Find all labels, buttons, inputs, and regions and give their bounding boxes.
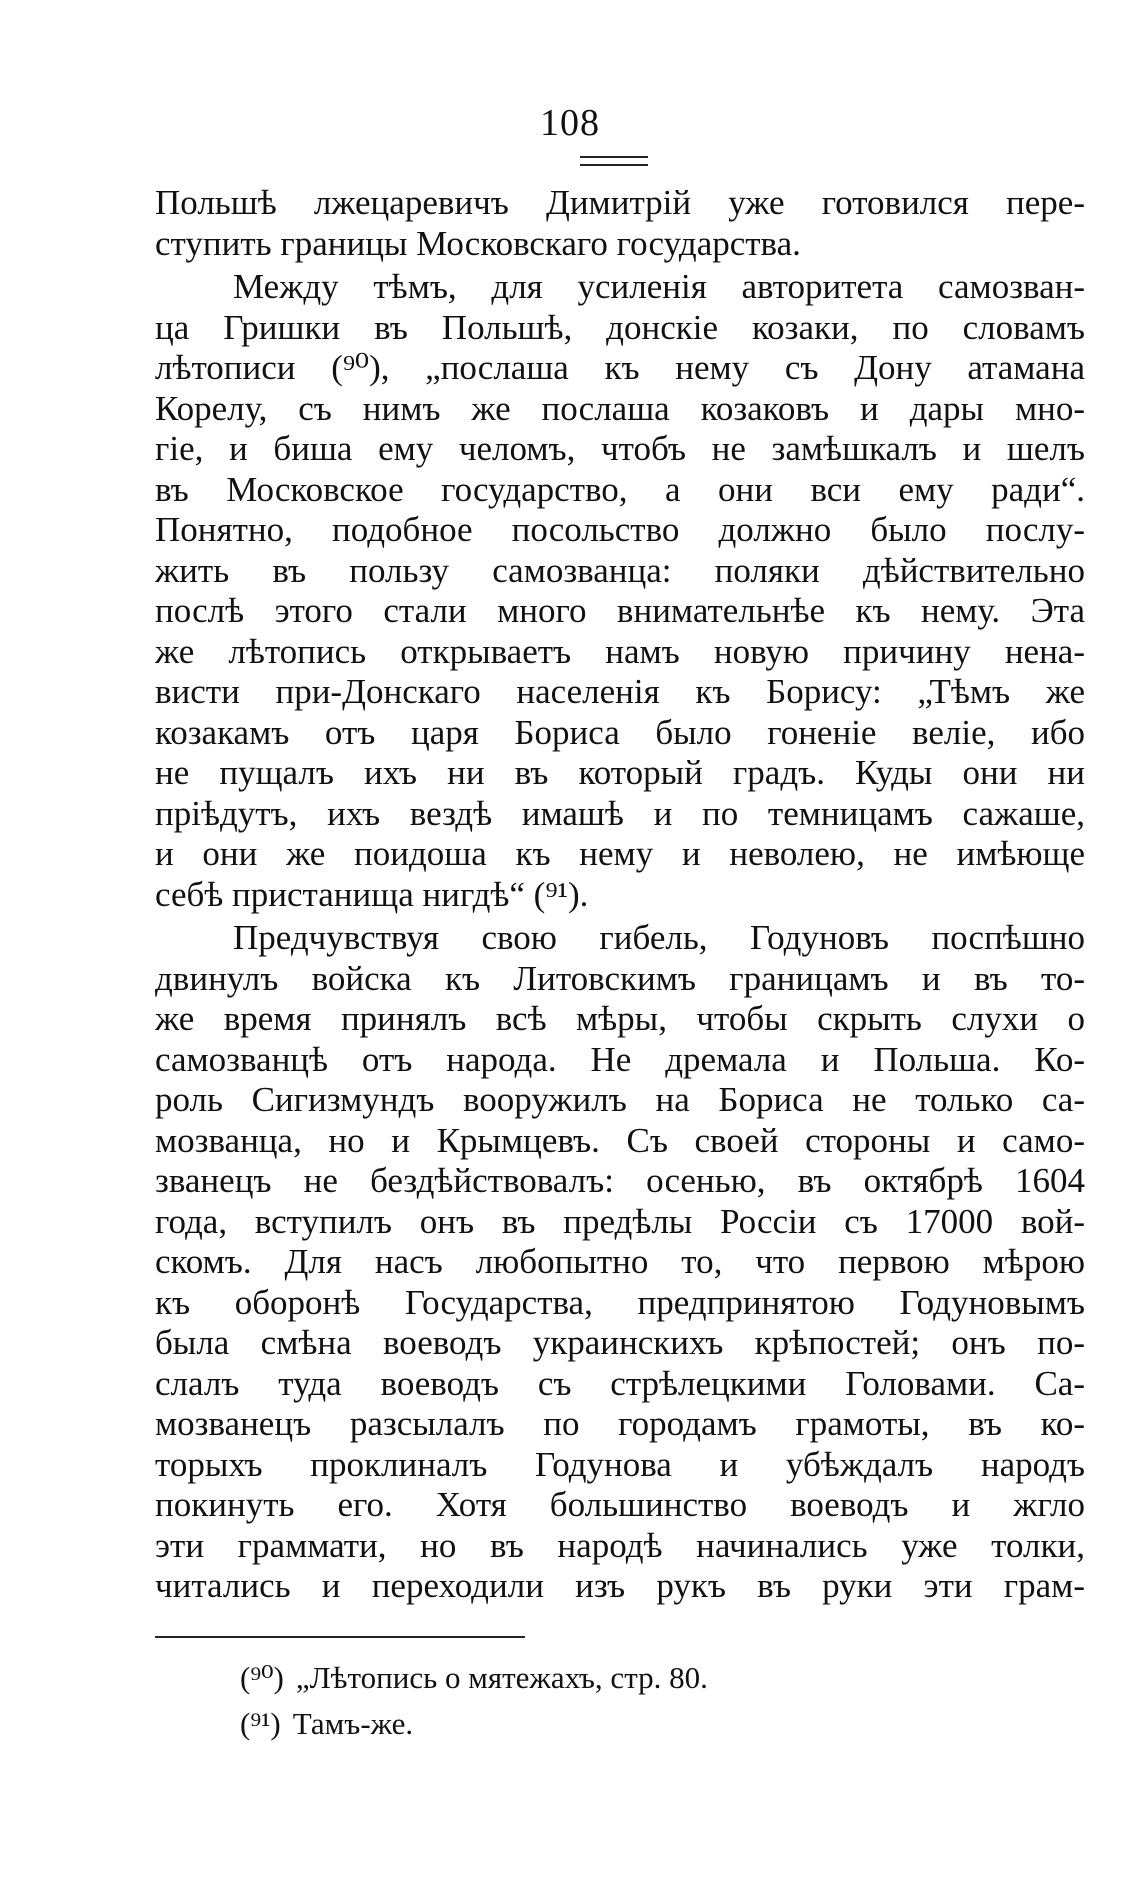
text-line: Польшѣ лжецаревичъ Димитрій уже готовился пере- xyxy=(155,183,1085,222)
text-line: лѣтописи (⁹⁰), „послаша къ нему съ Дону атамана xyxy=(155,348,1085,387)
footnote-label: (⁹¹) xyxy=(240,1706,281,1741)
paragraph xyxy=(155,183,1085,264)
footnote-label: (⁹⁰) xyxy=(240,1660,284,1695)
text-line: самозванцѣ отъ народа. Не дремала и Польша. Ко- xyxy=(155,1039,1085,1079)
footnote-divider xyxy=(155,1636,525,1638)
text-line: роль Сигизмундъ вооружилъ на Бориса не только са- xyxy=(155,1080,1085,1119)
text-line: гіе, и биша ему челомъ, чтобъ не замѣшкалъ и шелъ xyxy=(155,429,1085,468)
text-line: къ оборонѣ Государства, предпринятою Годуновымъ xyxy=(155,1282,1085,1322)
text-line: званецъ не бездѣйствовалъ: осенью, въ октябрѣ 1604 xyxy=(155,1161,1085,1200)
text-line: себѣ пристанища нигдѣ“ (⁹¹). xyxy=(155,874,589,914)
text-line: скомъ. Для насъ любопытно то, что первою мѣрою xyxy=(155,1242,1085,1281)
text-line: Между тѣмъ, для усиленія авторитета самозван- xyxy=(233,267,1085,306)
footnote-text: „Лѣтопись о мятежахъ, стр. 80. xyxy=(295,1660,708,1695)
footnote xyxy=(240,1701,1040,1747)
footnotes xyxy=(240,1655,1040,1747)
text-line: въ Московское государство, а они вси ему ради“. xyxy=(155,469,1085,509)
text-line: пріѣдутъ, ихъ вездѣ имашѣ и по темницамъ сажаше, xyxy=(155,793,1085,833)
footnote xyxy=(240,1655,1040,1701)
text-line: Корелу, съ нимъ же послаша козаковъ и дары мно- xyxy=(155,388,1085,428)
text-line: была смѣна воеводъ украинскихъ крѣпостей; онъ по- xyxy=(155,1323,1085,1362)
text-line: не пущалъ ихъ ни въ который градъ. Куды они ни xyxy=(155,753,1085,792)
text-line: торыхъ проклиналъ Годунова и убѣждалъ народъ xyxy=(155,1444,1085,1484)
paragraph xyxy=(155,918,1085,1607)
footnote-text: Тамъ-же. xyxy=(292,1706,414,1741)
text-line: двинулъ войска къ Литовскимъ границамъ и въ то- xyxy=(155,958,1085,998)
text-line: ступить границы Московскаго государства. xyxy=(155,223,801,263)
text-line: висти при-Донскаго населенія къ Борису: „Тѣмъ же xyxy=(155,672,1085,711)
text-line: же время принялъ всѣ мѣры, чтобы скрыть слухи о xyxy=(155,999,1085,1038)
text-line: мозванца, но и Крымцевъ. Съ своей стороны и само- xyxy=(155,1120,1085,1160)
paragraph xyxy=(155,267,1085,915)
text-line: читались и переходили изъ рукъ въ руки эти грам- xyxy=(155,1566,1085,1605)
text-line: козакамъ отъ царя Бориса было гоненіе веліе, ибо xyxy=(155,712,1085,752)
text-line: послѣ этого стали много внимательнѣе къ нему. Эта xyxy=(155,591,1085,630)
text-line: покинуть его. Хотя большинство воеводъ и жгло xyxy=(155,1485,1085,1524)
text-line: Предчувствуя свою гибель, Годуновъ поспѣшно xyxy=(233,918,1085,957)
text-line: жить въ пользу самозванца: поляки дѣйствительно xyxy=(155,550,1085,590)
page-number-underline xyxy=(580,156,648,166)
body-text xyxy=(155,183,1085,1607)
text-line: ца Гришки въ Польшѣ, донскіе козаки, по словамъ xyxy=(155,307,1085,347)
text-line: же лѣтопись открываетъ намъ новую причину нена- xyxy=(155,631,1085,671)
text-line: эти граммати, но въ народѣ начинались уже толки, xyxy=(155,1525,1085,1565)
text-line: и они же поидоша къ нему и неволею, не имѣюще xyxy=(155,834,1085,873)
text-line: Понятно, подобное посольство должно было послу- xyxy=(155,510,1085,549)
text-line: слалъ туда воеводъ съ стрѣлецкими Головами. Са- xyxy=(155,1363,1085,1403)
text-line: мозванецъ разсылалъ по городамъ грамоты, въ ко- xyxy=(155,1404,1085,1443)
text-line: года, вступилъ онъ въ предѣлы Россіи съ 17000 вой- xyxy=(155,1201,1085,1241)
page-number: 108 xyxy=(540,102,600,144)
